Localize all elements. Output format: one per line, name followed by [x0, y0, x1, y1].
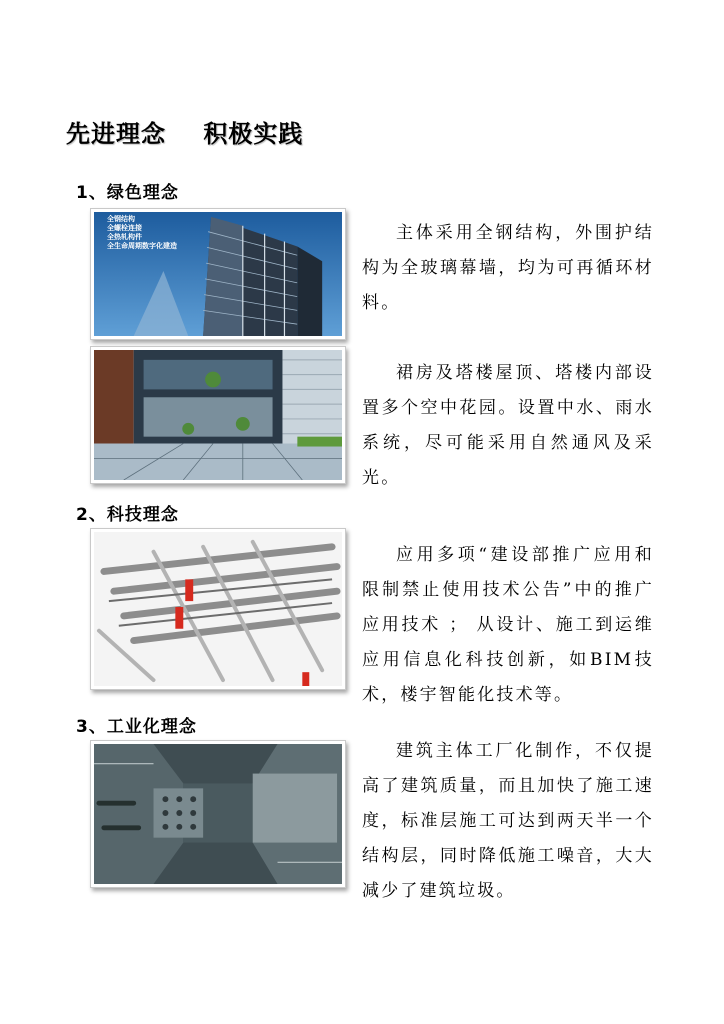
image-steel-tower — [90, 208, 346, 340]
image-sky-garden — [90, 346, 346, 484]
caption-hot-rolled: 全热轧构件 — [107, 233, 142, 241]
caption-bolt-connection: 全螺栓连接 — [107, 224, 142, 232]
sky-garden-render — [94, 350, 342, 480]
caption-lifecycle: 全生命周期数字化建造 — [107, 242, 177, 250]
section-heading-industrial: 3、工业化理念 — [76, 717, 197, 737]
image-steel-joint — [90, 740, 346, 888]
section-heading-green: 1、绿色理念 — [76, 183, 179, 203]
image-bim-piping — [90, 528, 346, 690]
section-heading-tech: 2、科技理念 — [76, 505, 179, 525]
page-title: 先进理念 积极实践 — [66, 120, 304, 148]
caption-steel-structure: 全钢结构 — [107, 215, 135, 223]
paragraph-industrial: 建筑主体工厂化制作，不仅提高了建筑质量，而且加快了施工速度，标准层施工可达到两天半一个结构层，同时降低施工噪音，大大减少了建筑垃圾。 — [362, 741, 654, 901]
steel-joint-render — [94, 744, 342, 884]
paragraph-tech: 应用多项“建设部推广应用和限制禁止使用技术公告”中的推广应用技术 ； 从设计、施工到运维应用信息化科技创新，如BIM技术，楼宇智能化技术等。 — [362, 545, 654, 705]
bim-piping-render — [94, 532, 342, 686]
paragraph-green-2: 裙房及塔楼屋顶、塔楼内部设置多个空中花园。设置中水、雨水系统，尽可能采用自然通风及采光。 — [362, 363, 654, 488]
paragraph-green-1: 主体采用全钢结构，外围护结构为全玻璃幕墙，均为可再循环材料。 — [362, 223, 654, 313]
